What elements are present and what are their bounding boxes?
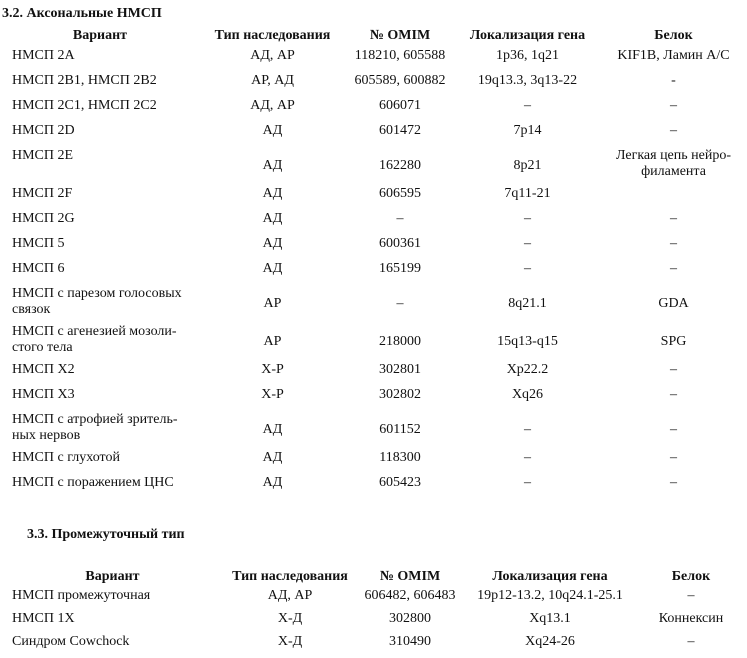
cell-protein: –: [687, 588, 695, 603]
table-row: [0, 72, 747, 97]
cell-locus: Xq26: [511, 387, 544, 402]
cell-variant: НМСП с глухотой: [12, 450, 120, 465]
cell-inheritance: АД: [262, 450, 283, 465]
table-row: [0, 260, 747, 285]
table-header-row: [0, 25, 747, 47]
section-title-axonal: 3.2. Аксональные НМСП: [2, 6, 162, 21]
cell-inheritance: АД: [262, 186, 283, 201]
table-header-row: [0, 566, 747, 588]
cell-protein: –: [670, 422, 677, 437]
cell-variant: НМСП с парезом голосовых связок: [12, 286, 182, 317]
cell-omim: 606595: [379, 186, 421, 201]
cell-inheritance: АД: [262, 211, 283, 226]
table-row: [0, 361, 747, 386]
cell-variant: НМСП 6: [12, 261, 65, 276]
cell-locus: –: [524, 422, 531, 437]
cell-omim: 302802: [379, 387, 421, 402]
table-row: [0, 449, 747, 474]
table-row: [0, 411, 747, 449]
cell-protein: –: [670, 362, 677, 377]
cell-variant: НМСП с поражением ЦНС: [12, 475, 174, 490]
cell-inheritance: Х-Д: [277, 634, 303, 649]
cell-variant: Синдром Cowchock: [12, 634, 130, 649]
table-row: [0, 474, 747, 499]
cell-protein: –: [670, 450, 677, 465]
table-row: [0, 323, 747, 361]
cell-locus: 19q13.3, 3q13-22: [477, 73, 578, 88]
cell-omim: 162280: [379, 158, 421, 173]
cell-locus: –: [524, 98, 531, 113]
cell-omim: 302800: [389, 611, 431, 626]
table-row: [0, 47, 747, 72]
cell-omim: –: [396, 211, 404, 226]
cell-inheritance: АР: [263, 296, 282, 311]
cell-protein: –: [670, 261, 677, 276]
cell-omim: 118300: [379, 450, 421, 465]
col-header-inheritance: Тип наследования: [214, 28, 331, 43]
cell-inheritance: Х-Д: [277, 611, 303, 626]
cell-locus: –: [524, 236, 531, 251]
cell-inheritance: АД: [262, 123, 283, 138]
cell-omim: 218000: [379, 334, 421, 349]
col-header-omim: № OMIM: [369, 28, 431, 43]
table-row: [0, 634, 747, 657]
cell-inheritance: АД: [262, 236, 283, 251]
cell-variant: НМСП 2F: [12, 186, 73, 201]
cell-locus: –: [524, 475, 531, 490]
cell-locus: Xp22.2: [506, 362, 549, 377]
cell-variant: НМСП 2А: [12, 48, 75, 63]
col-header-protein: Белок: [671, 569, 711, 584]
cell-variant: НМСП 2В1, НМСП 2В2: [12, 73, 157, 88]
cell-omim: 310490: [389, 634, 431, 649]
table-row: [0, 147, 747, 185]
cell-omim: 606482, 606483: [364, 588, 456, 603]
cell-variant: НМСП с атрофией зритель-ных нервов: [12, 412, 178, 443]
table-row: [0, 210, 747, 235]
cell-omim: 605589, 600882: [354, 73, 446, 88]
cell-inheritance: АД: [262, 261, 283, 276]
cell-omim: 600361: [379, 236, 421, 251]
cell-protein: GDA: [658, 296, 689, 311]
cell-protein: SPG: [660, 334, 687, 349]
cell-locus: –: [524, 211, 531, 226]
table-row: [0, 185, 747, 210]
cell-protein: –: [670, 211, 677, 226]
cell-variant: НМСП с агенезией мозоли-стого тела: [12, 324, 177, 355]
cell-omim: 601152: [379, 422, 421, 437]
col-header-inheritance: Тип наследования: [232, 569, 348, 584]
cell-protein: –: [670, 236, 677, 251]
col-header-variant: Вариант: [85, 569, 140, 584]
cell-locus: 8q21.1: [508, 296, 547, 311]
cell-protein: –: [687, 634, 695, 649]
cell-locus: 7q11-21: [504, 186, 551, 201]
axonal-table: [0, 25, 747, 499]
cell-inheritance: АД, АР: [250, 98, 295, 113]
cell-protein: –: [670, 98, 677, 113]
cell-variant: НМСП Х3: [12, 387, 75, 402]
cell-inheritance: АР: [263, 334, 282, 349]
cell-omim: 605423: [379, 475, 421, 490]
cell-inheritance: Х-Р: [261, 387, 284, 402]
cell-variant: НМСП Х2: [12, 362, 75, 377]
cell-omim: 302801: [379, 362, 421, 377]
section-title-intermediate: 3.3. Промежуточный тип: [27, 527, 185, 542]
cell-locus: 7p14: [513, 123, 542, 138]
col-header-locus: Локализация гена: [469, 28, 586, 43]
cell-variant: НМСП 2E: [12, 148, 74, 163]
cell-locus: 19p12-13.2, 10q24.1-25.1: [477, 588, 623, 603]
cell-variant: НМСП 1Х: [12, 611, 75, 626]
cell-inheritance: АР, АД: [251, 73, 294, 88]
cell-variant: НМСП 2С1, НМСП 2С2: [12, 98, 157, 113]
table-row: [0, 588, 747, 611]
cell-omim: 601472: [379, 123, 421, 138]
cell-inheritance: АД, АР: [267, 588, 313, 603]
cell-inheritance: Х-Р: [261, 362, 284, 377]
col-header-protein: Белок: [654, 28, 693, 43]
cell-locus: Xq13.1: [529, 611, 571, 626]
cell-locus: 15q13-q15: [497, 334, 558, 349]
cell-variant: НМСП 5: [12, 236, 65, 251]
table-row: [0, 386, 747, 411]
table-row: [0, 235, 747, 260]
cell-locus: –: [524, 261, 531, 276]
cell-variant: НМСП 2D: [12, 123, 75, 138]
cell-variant: НМСП промежуточная: [12, 588, 151, 603]
col-header-variant: Вариант: [72, 28, 128, 43]
table-row: [0, 611, 747, 634]
cell-locus: 8p21: [513, 158, 542, 173]
cell-protein: Коннексин: [658, 611, 724, 626]
table-row: [0, 285, 747, 323]
cell-protein: -: [671, 73, 676, 88]
table-row: [0, 122, 747, 147]
intermediate-table: [0, 566, 747, 657]
cell-protein: Легкая цепь нейро-филамента: [615, 148, 732, 179]
cell-inheritance: АД: [262, 422, 283, 437]
cell-omim: 118210, 605588: [354, 48, 446, 63]
cell-locus: 1p36, 1q21: [496, 48, 559, 63]
cell-omim: 165199: [379, 261, 421, 276]
cell-inheritance: АД: [262, 475, 283, 490]
cell-locus: Xq24-26: [525, 634, 575, 649]
col-header-locus: Локализация гена: [492, 569, 608, 584]
cell-protein: –: [670, 123, 677, 138]
col-header-omim: № OMIM: [379, 569, 441, 584]
table-row: [0, 97, 747, 122]
cell-protein: KIF1B, Ламин А/С: [617, 48, 730, 63]
cell-inheritance: АД, АР: [250, 48, 295, 63]
cell-protein: [600, 185, 747, 210]
cell-locus: –: [524, 450, 531, 465]
cell-variant: НМСП 2G: [12, 211, 75, 226]
cell-protein: –: [670, 387, 677, 402]
cell-inheritance: АД: [262, 158, 283, 173]
cell-omim: 606071: [379, 98, 421, 113]
cell-omim: –: [396, 296, 404, 311]
cell-protein: –: [670, 475, 677, 490]
